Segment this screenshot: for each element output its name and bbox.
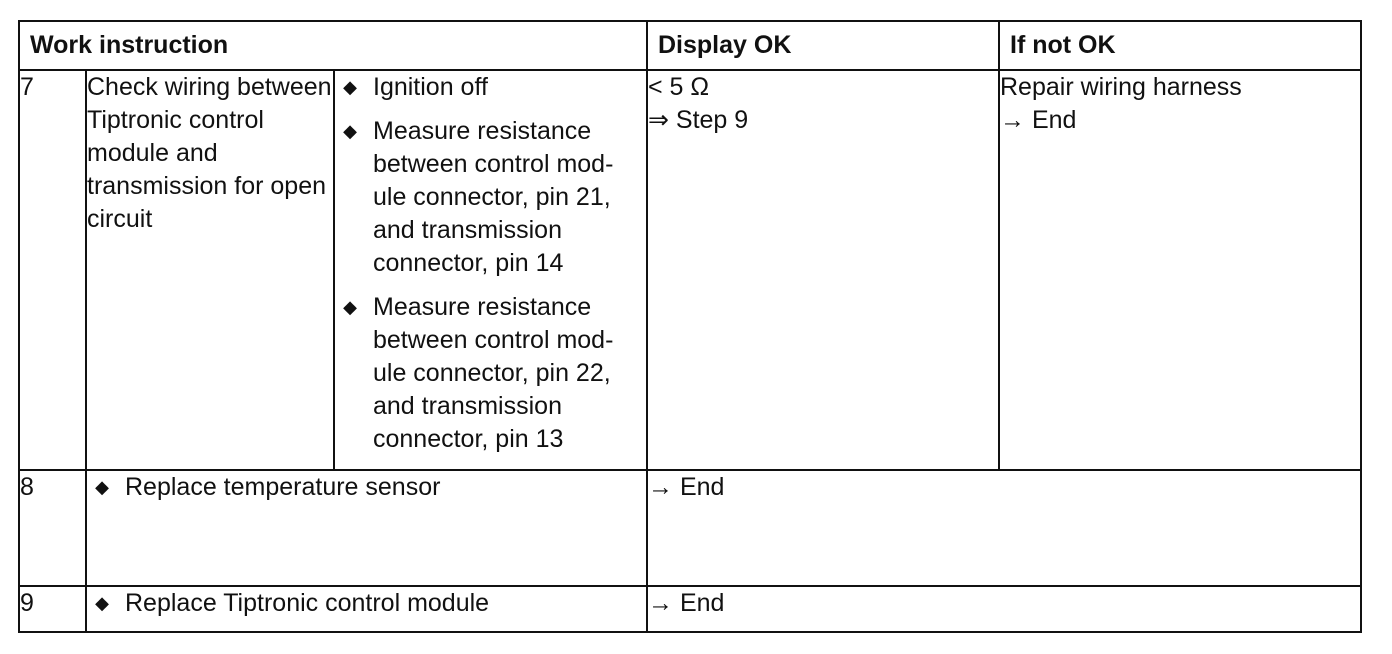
list-item bbox=[87, 587, 646, 620]
header-row bbox=[19, 21, 1361, 70]
procedure-list bbox=[335, 71, 646, 456]
procedure-cell bbox=[86, 586, 647, 632]
list-item bbox=[335, 115, 646, 280]
list-item-text: Measure resistance between control mod-ule connector, pin 21, and transmission connector, pin 14 bbox=[373, 117, 614, 277]
display-ok-value: < 5 Ω bbox=[648, 73, 710, 101]
display-ok-cell: → End bbox=[647, 470, 1361, 586]
step-number: 9 bbox=[19, 586, 86, 632]
diamond-bullet-icon: ◆ bbox=[343, 77, 357, 97]
list-item bbox=[87, 471, 646, 504]
list-item-text: Measure resistance between control mod-ule connector, pin 22, and transmission connector, pin 13 bbox=[373, 293, 614, 453]
display-ok-cell bbox=[647, 70, 999, 470]
step-number: 7 bbox=[19, 70, 86, 470]
list-item bbox=[335, 291, 646, 456]
procedure-list bbox=[87, 587, 646, 620]
diamond-bullet-icon: ◆ bbox=[343, 121, 357, 141]
if-not-ok-action: Repair wiring harness bbox=[1000, 73, 1242, 101]
if-not-ok-header: If not OK bbox=[999, 21, 1361, 70]
if-not-ok-next-step: → End bbox=[1000, 106, 1077, 134]
task-description: Check wiring between Tiptronic control module and transmission for open circuit bbox=[86, 70, 334, 470]
list-item bbox=[335, 71, 646, 104]
diamond-bullet-icon: ◆ bbox=[95, 593, 109, 613]
table-row-step-8 bbox=[19, 470, 1361, 586]
procedure-list bbox=[87, 471, 646, 504]
table-row-step-7 bbox=[19, 70, 1361, 470]
list-item-text: Replace Tiptronic control module bbox=[125, 589, 490, 617]
list-item-text: Replace temperature sensor bbox=[125, 473, 441, 501]
work-instruction-table bbox=[18, 20, 1362, 633]
display-ok-cell: → End bbox=[647, 586, 1361, 632]
display-ok-header: Display OK bbox=[647, 21, 999, 70]
table-row-step-9 bbox=[19, 586, 1361, 632]
if-not-ok-cell bbox=[999, 70, 1361, 470]
display-ok-next-step: ⇒ Step 9 bbox=[648, 106, 749, 134]
list-item-text: Ignition off bbox=[373, 73, 488, 101]
step-number: 8 bbox=[19, 470, 86, 586]
procedure-cell bbox=[334, 70, 647, 470]
diamond-bullet-icon: ◆ bbox=[95, 477, 109, 497]
work-instruction-header: Work instruction bbox=[19, 21, 647, 70]
diamond-bullet-icon: ◆ bbox=[343, 297, 357, 317]
procedure-cell bbox=[86, 470, 647, 586]
